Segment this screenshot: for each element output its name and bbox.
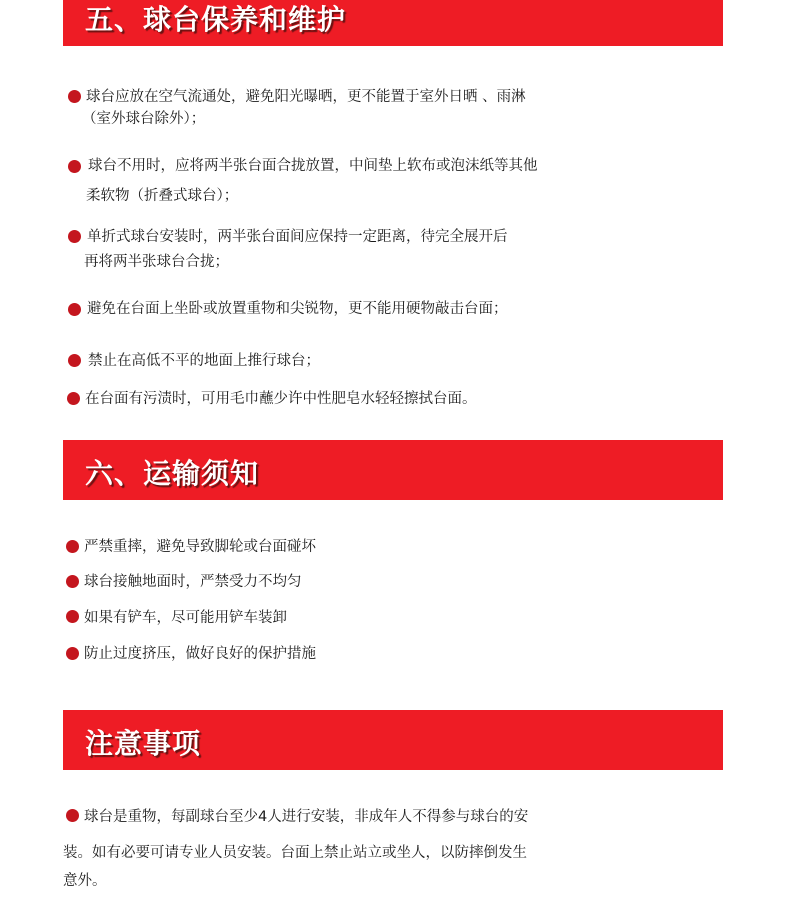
list-item-text: 严禁重摔，避免导致脚轮或台面碰坏 [84, 539, 316, 555]
list-item-text: 球台接触地面时，严禁受力不均匀 [84, 574, 302, 590]
list-item-text: 再将两半张球台合拢； [84, 254, 229, 270]
section-title-maintenance: 五、球台保养和维护 [85, 3, 347, 36]
bullet-icon [67, 392, 80, 405]
bullet-icon [68, 303, 81, 316]
list-item-text: 意外。 [63, 873, 107, 889]
list-item-text: 球台不用时，应将两半张台面合拢放置，中间垫上软布或泡沫纸等其他 [88, 158, 538, 174]
list-item-text: 装。如有必要可请专业人员安装。台面上禁止站立或坐人，以防摔倒发生 [63, 845, 527, 861]
list-item-text: 柔软物（折叠式球台）； [86, 188, 239, 204]
section-banner-transport [63, 440, 723, 500]
list-item-text: 避免在台面上坐卧或放置重物和尖锐物，更不能用硬物敲击台面； [87, 301, 508, 317]
bullet-icon [66, 575, 79, 588]
bullet-icon [68, 90, 81, 103]
list-item-text: 球台应放在空气流通处，避免阳光曝晒，更不能置于室外日晒 、雨淋 [86, 89, 526, 105]
list-item-text: （室外球台除外）； [82, 111, 206, 127]
list-item-text: 球台是重物，每副球台至少4人进行安装，非成年人不得参与球台的安 [84, 809, 529, 825]
bullet-icon [68, 160, 81, 173]
bullet-icon [68, 230, 81, 243]
list-item-text: 如果有铲车，尽可能用铲车装卸 [84, 610, 287, 626]
section-title-notice: 注意事项 [85, 727, 202, 760]
bullet-icon [66, 610, 79, 623]
bullet-icon [66, 647, 79, 660]
bullet-icon [66, 809, 79, 822]
bullet-icon [68, 354, 81, 367]
list-item-text: 单折式球台安装时，两半张台面间应保持一定距离，待完全展开后 [87, 229, 508, 245]
section-banner-maintenance [63, 0, 723, 46]
section-title-transport: 六、运输须知 [85, 457, 260, 490]
section-banner-notice [63, 710, 723, 770]
bullet-icon [66, 540, 79, 553]
list-item-text: 禁止在高低不平的地面上推行球台； [88, 353, 320, 369]
list-item-text: 在台面有污渍时，可用毛巾蘸少许中性肥皂水轻轻擦拭台面。 [85, 391, 477, 407]
list-item-text: 防止过度挤压，做好良好的保护措施 [84, 646, 316, 662]
